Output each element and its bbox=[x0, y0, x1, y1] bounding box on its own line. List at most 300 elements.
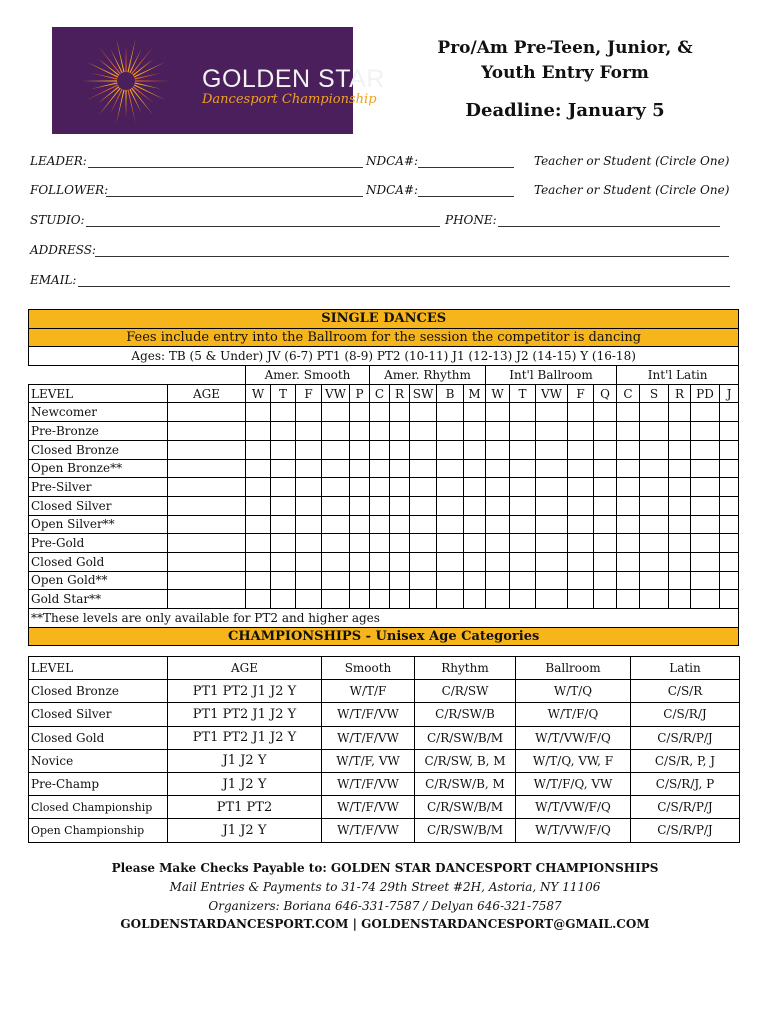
dance-entry-cell[interactable] bbox=[464, 515, 486, 534]
dance-entry-cell[interactable] bbox=[350, 440, 370, 459]
dance-entry-cell[interactable] bbox=[691, 459, 720, 478]
dance-entry-cell[interactable] bbox=[486, 496, 510, 515]
age-entry-cell[interactable] bbox=[168, 571, 246, 590]
dance-entry-cell[interactable] bbox=[568, 590, 594, 609]
dance-entry-cell[interactable] bbox=[390, 478, 410, 497]
dance-entry-cell[interactable] bbox=[640, 440, 669, 459]
leader-ndca-field[interactable] bbox=[418, 167, 514, 168]
champ-rhythm-cell[interactable]: C/R/SW/B/M bbox=[415, 726, 516, 749]
dance-entry-cell[interactable] bbox=[594, 422, 617, 441]
dance-entry-cell[interactable] bbox=[617, 534, 640, 553]
dance-entry-cell[interactable] bbox=[536, 403, 568, 422]
dance-entry-cell[interactable] bbox=[617, 422, 640, 441]
dance-entry-cell[interactable] bbox=[617, 440, 640, 459]
dance-entry-cell[interactable] bbox=[271, 552, 296, 571]
dance-entry-cell[interactable] bbox=[464, 552, 486, 571]
dance-entry-cell[interactable] bbox=[510, 459, 536, 478]
champ-level-cell: Open Championship bbox=[29, 819, 168, 842]
dance-entry-cell[interactable] bbox=[720, 459, 739, 478]
dance-entry-cell[interactable] bbox=[296, 552, 322, 571]
dance-entry-cell[interactable] bbox=[271, 571, 296, 590]
dance-entry-cell[interactable] bbox=[536, 478, 568, 497]
dance-entry-cell[interactable] bbox=[594, 496, 617, 515]
dance-entry-cell[interactable] bbox=[536, 590, 568, 609]
champ-rhythm-cell[interactable]: C/R/SW bbox=[415, 680, 516, 703]
dance-entry-cell[interactable] bbox=[640, 571, 669, 590]
dance-entry-cell[interactable] bbox=[322, 534, 350, 553]
dance-entry-cell[interactable] bbox=[720, 478, 739, 497]
dance-entry-cell[interactable] bbox=[617, 459, 640, 478]
dance-entry-cell[interactable] bbox=[594, 534, 617, 553]
dance-entry-cell[interactable] bbox=[617, 571, 640, 590]
dance-entry-cell[interactable] bbox=[568, 571, 594, 590]
dance-entry-cell[interactable] bbox=[536, 552, 568, 571]
dance-entry-cell[interactable] bbox=[390, 496, 410, 515]
dance-entry-cell[interactable] bbox=[720, 403, 739, 422]
dance-entry-cell[interactable] bbox=[246, 478, 271, 497]
dance-entry-cell[interactable] bbox=[464, 478, 486, 497]
dance-entry-cell[interactable] bbox=[322, 403, 350, 422]
champ-smooth-cell[interactable]: W/T/F/VW bbox=[322, 819, 415, 842]
dance-entry-cell[interactable] bbox=[350, 422, 370, 441]
dance-entry-cell[interactable] bbox=[720, 440, 739, 459]
dance-entry-cell[interactable] bbox=[594, 403, 617, 422]
championship-row bbox=[29, 772, 740, 795]
dance-entry-cell[interactable] bbox=[640, 459, 669, 478]
champ-level-header: LEVEL bbox=[29, 657, 168, 680]
dance-entry-cell[interactable] bbox=[370, 440, 390, 459]
dance-entry-cell[interactable] bbox=[410, 496, 437, 515]
dance-entry-cell[interactable] bbox=[437, 478, 464, 497]
leader-field[interactable] bbox=[88, 167, 363, 168]
dance-entry-cell[interactable] bbox=[691, 534, 720, 553]
dance-entry-cell[interactable] bbox=[594, 515, 617, 534]
dance-entry-cell[interactable] bbox=[640, 422, 669, 441]
dance-entry-cell[interactable] bbox=[536, 440, 568, 459]
dance-entry-cell[interactable] bbox=[437, 440, 464, 459]
dance-entry-cell[interactable] bbox=[296, 534, 322, 553]
champ-smooth-cell[interactable]: W/T/F/VW bbox=[322, 703, 415, 726]
dance-entry-cell[interactable] bbox=[568, 440, 594, 459]
dance-entry-cell[interactable] bbox=[370, 590, 390, 609]
dance-entry-cell[interactable] bbox=[271, 422, 296, 441]
champ-latin-cell[interactable]: C/S/R/P/J bbox=[631, 726, 740, 749]
champ-ballroom-cell[interactable]: W/T/VW/F/Q bbox=[516, 726, 631, 749]
age-entry-cell[interactable] bbox=[168, 496, 246, 515]
dance-entry-cell[interactable] bbox=[536, 459, 568, 478]
dance-entry-cell[interactable] bbox=[640, 478, 669, 497]
dance-entry-cell[interactable] bbox=[669, 590, 691, 609]
dance-entry-cell[interactable] bbox=[271, 534, 296, 553]
dance-entry-cell[interactable] bbox=[350, 478, 370, 497]
dance-entry-cell[interactable] bbox=[246, 422, 271, 441]
dance-entry-cell[interactable] bbox=[640, 515, 669, 534]
champ-ballroom-cell[interactable]: W/T/F/Q bbox=[516, 703, 631, 726]
dance-entry-cell[interactable] bbox=[720, 534, 739, 553]
dance-entry-cell[interactable] bbox=[296, 459, 322, 478]
dance-entry-cell[interactable] bbox=[720, 590, 739, 609]
champ-latin-cell[interactable]: C/S/R, P, J bbox=[631, 749, 740, 772]
champ-age-cell[interactable]: J1 J2 Y bbox=[168, 772, 322, 795]
dance-entry-cell[interactable] bbox=[691, 552, 720, 571]
champ-rhythm-header: Rhythm bbox=[415, 657, 516, 680]
age-entry-cell[interactable] bbox=[168, 422, 246, 441]
dance-entry-cell[interactable] bbox=[390, 552, 410, 571]
dance-entry-cell[interactable] bbox=[410, 422, 437, 441]
dance-entry-cell[interactable] bbox=[390, 515, 410, 534]
championship-row bbox=[29, 680, 740, 703]
dance-entry-cell[interactable] bbox=[536, 496, 568, 515]
dance-entry-cell[interactable] bbox=[486, 422, 510, 441]
age-entry-cell[interactable] bbox=[168, 478, 246, 497]
dance-entry-cell[interactable] bbox=[322, 496, 350, 515]
dance-entry-cell[interactable] bbox=[510, 571, 536, 590]
dance-entry-cell[interactable] bbox=[510, 496, 536, 515]
dance-entry-cell[interactable] bbox=[390, 571, 410, 590]
dance-entry-cell[interactable] bbox=[390, 534, 410, 553]
dance-entry-cell[interactable] bbox=[568, 422, 594, 441]
dance-entry-cell[interactable] bbox=[410, 403, 437, 422]
dance-entry-cell[interactable] bbox=[510, 440, 536, 459]
dance-entry-cell[interactable] bbox=[410, 459, 437, 478]
dance-entry-cell[interactable] bbox=[691, 496, 720, 515]
dance-entry-cell[interactable] bbox=[669, 496, 691, 515]
dance-entry-cell[interactable] bbox=[617, 515, 640, 534]
dance-entry-cell[interactable] bbox=[271, 496, 296, 515]
dance-entry-cell[interactable] bbox=[370, 534, 390, 553]
dance-entry-cell[interactable] bbox=[594, 440, 617, 459]
age-entry-cell[interactable] bbox=[168, 515, 246, 534]
dance-entry-cell[interactable] bbox=[594, 552, 617, 571]
champ-rhythm-cell[interactable]: C/R/SW/B, M bbox=[415, 772, 516, 795]
dance-entry-cell[interactable] bbox=[464, 459, 486, 478]
dance-entry-cell[interactable] bbox=[246, 403, 271, 422]
dance-header: R bbox=[669, 384, 691, 403]
dance-entry-cell[interactable] bbox=[617, 590, 640, 609]
dance-entry-cell[interactable] bbox=[410, 534, 437, 553]
age-entry-cell[interactable] bbox=[168, 440, 246, 459]
dance-entry-cell[interactable] bbox=[322, 422, 350, 441]
champ-ballroom-cell[interactable]: W/T/Q, VW, F bbox=[516, 749, 631, 772]
dance-entry-cell[interactable] bbox=[322, 459, 350, 478]
dance-entry-cell[interactable] bbox=[437, 552, 464, 571]
logo-name: GOLDEN STAR bbox=[202, 65, 385, 93]
dance-entry-cell[interactable] bbox=[296, 590, 322, 609]
dance-entry-cell[interactable] bbox=[510, 590, 536, 609]
dance-entry-cell[interactable] bbox=[350, 571, 370, 590]
dance-entry-cell[interactable] bbox=[568, 478, 594, 497]
dance-entry-cell[interactable] bbox=[437, 571, 464, 590]
dance-entry-cell[interactable] bbox=[350, 534, 370, 553]
dance-entry-cell[interactable] bbox=[669, 515, 691, 534]
dance-header: S bbox=[640, 384, 669, 403]
dance-entry-cell[interactable] bbox=[640, 496, 669, 515]
dance-entry-cell[interactable] bbox=[322, 571, 350, 590]
dance-entry-cell[interactable] bbox=[296, 440, 322, 459]
dance-entry-cell[interactable] bbox=[350, 515, 370, 534]
dance-entry-cell[interactable] bbox=[669, 552, 691, 571]
dance-entry-cell[interactable] bbox=[486, 403, 510, 422]
dance-entry-cell[interactable] bbox=[594, 571, 617, 590]
dance-entry-cell[interactable] bbox=[669, 440, 691, 459]
champ-latin-cell[interactable]: C/S/R/J, P bbox=[631, 772, 740, 795]
dance-entry-cell[interactable] bbox=[437, 496, 464, 515]
dance-entry-cell[interactable] bbox=[510, 422, 536, 441]
dance-entry-cell[interactable] bbox=[271, 440, 296, 459]
dance-entry-cell[interactable] bbox=[464, 403, 486, 422]
championship-row bbox=[29, 819, 740, 842]
dance-entry-cell[interactable] bbox=[410, 552, 437, 571]
dance-entry-cell[interactable] bbox=[390, 440, 410, 459]
dance-entry-cell[interactable] bbox=[669, 403, 691, 422]
dance-entry-cell[interactable] bbox=[246, 590, 271, 609]
follower-role-choice[interactable]: Teacher or Student (Circle One) bbox=[534, 183, 730, 197]
dance-entry-cell[interactable] bbox=[410, 440, 437, 459]
dance-entry-cell[interactable] bbox=[691, 515, 720, 534]
dance-entry-cell[interactable] bbox=[390, 403, 410, 422]
dance-entry-cell[interactable] bbox=[437, 515, 464, 534]
age-header: AGE bbox=[168, 384, 246, 403]
dance-entry-cell[interactable] bbox=[669, 534, 691, 553]
champ-rhythm-cell[interactable]: C/R/SW/B bbox=[415, 703, 516, 726]
dance-entry-cell[interactable] bbox=[536, 534, 568, 553]
champ-age-cell[interactable]: PT1 PT2 bbox=[168, 796, 322, 819]
dance-entry-cell[interactable] bbox=[720, 552, 739, 571]
dance-entry-cell[interactable] bbox=[720, 571, 739, 590]
dance-entry-cell[interactable] bbox=[669, 478, 691, 497]
dance-entry-cell[interactable] bbox=[437, 459, 464, 478]
dance-entry-cell[interactable] bbox=[510, 478, 536, 497]
footer-checks: Please Make Checks Payable to: GOLDEN STAR DANCESPORT CHAMPIONSHIPS bbox=[111, 861, 659, 875]
champ-smooth-cell[interactable]: W/T/F/VW bbox=[322, 726, 415, 749]
dance-entry-cell[interactable] bbox=[296, 515, 322, 534]
dance-entry-cell[interactable] bbox=[322, 440, 350, 459]
champ-age-cell[interactable]: J1 J2 Y bbox=[168, 749, 322, 772]
level-row bbox=[29, 459, 739, 478]
dance-entry-cell[interactable] bbox=[486, 478, 510, 497]
dance-entry-cell[interactable] bbox=[617, 552, 640, 571]
dance-entry-cell[interactable] bbox=[720, 496, 739, 515]
dance-entry-cell[interactable] bbox=[617, 496, 640, 515]
champ-latin-cell[interactable]: C/S/R/P/J bbox=[631, 796, 740, 819]
level-name: Pre-Silver bbox=[29, 478, 168, 497]
champ-age-cell[interactable]: PT1 PT2 J1 J2 Y bbox=[168, 726, 322, 749]
dance-header: Q bbox=[594, 384, 617, 403]
dance-entry-cell[interactable] bbox=[464, 496, 486, 515]
dance-entry-cell[interactable] bbox=[410, 590, 437, 609]
dance-entry-cell[interactable] bbox=[486, 552, 510, 571]
dance-entry-cell[interactable] bbox=[370, 515, 390, 534]
champ-smooth-cell[interactable]: W/T/F/VW bbox=[322, 796, 415, 819]
dance-entry-cell[interactable] bbox=[669, 422, 691, 441]
dance-entry-cell[interactable] bbox=[350, 590, 370, 609]
dance-entry-cell[interactable] bbox=[669, 459, 691, 478]
dance-entry-cell[interactable] bbox=[370, 571, 390, 590]
dance-entry-cell[interactable] bbox=[464, 571, 486, 590]
dance-entry-cell[interactable] bbox=[464, 440, 486, 459]
dance-entry-cell[interactable] bbox=[510, 403, 536, 422]
dance-entry-cell[interactable] bbox=[720, 422, 739, 441]
dance-entry-cell[interactable] bbox=[322, 515, 350, 534]
dance-entry-cell[interactable] bbox=[691, 571, 720, 590]
dance-entry-cell[interactable] bbox=[296, 571, 322, 590]
dance-entry-cell[interactable] bbox=[464, 590, 486, 609]
champ-smooth-cell[interactable]: W/T/F/VW bbox=[322, 772, 415, 795]
dance-entry-cell[interactable] bbox=[390, 590, 410, 609]
dance-entry-cell[interactable] bbox=[464, 422, 486, 441]
dance-entry-cell[interactable] bbox=[246, 571, 271, 590]
phone-field[interactable] bbox=[498, 226, 720, 227]
dance-entry-cell[interactable] bbox=[322, 478, 350, 497]
dance-entry-cell[interactable] bbox=[246, 552, 271, 571]
dance-entry-cell[interactable] bbox=[568, 534, 594, 553]
dance-entry-cell[interactable] bbox=[271, 403, 296, 422]
dance-entry-cell[interactable] bbox=[322, 590, 350, 609]
dance-entry-cell[interactable] bbox=[486, 590, 510, 609]
follower-field[interactable] bbox=[106, 196, 363, 197]
dance-header: J bbox=[720, 384, 739, 403]
dance-entry-cell[interactable] bbox=[486, 571, 510, 590]
dance-entry-cell[interactable] bbox=[691, 422, 720, 441]
leader-role-choice[interactable]: Teacher or Student (Circle One) bbox=[534, 154, 730, 168]
dance-entry-cell[interactable] bbox=[536, 571, 568, 590]
dance-entry-cell[interactable] bbox=[246, 440, 271, 459]
champ-latin-cell[interactable]: C/S/R/P/J bbox=[631, 819, 740, 842]
dance-entry-cell[interactable] bbox=[669, 571, 691, 590]
dance-entry-cell[interactable] bbox=[296, 403, 322, 422]
champ-latin-cell[interactable]: C/S/R/J bbox=[631, 703, 740, 726]
dance-entry-cell[interactable] bbox=[437, 590, 464, 609]
dance-entry-cell[interactable] bbox=[640, 552, 669, 571]
dance-entry-cell[interactable] bbox=[464, 534, 486, 553]
dance-entry-cell[interactable] bbox=[271, 459, 296, 478]
dance-entry-cell[interactable] bbox=[370, 459, 390, 478]
dance-entry-cell[interactable] bbox=[617, 478, 640, 497]
address-field[interactable] bbox=[95, 256, 729, 257]
dance-entry-cell[interactable] bbox=[410, 515, 437, 534]
dance-entry-cell[interactable] bbox=[322, 552, 350, 571]
dance-entry-cell[interactable] bbox=[437, 403, 464, 422]
dance-entry-cell[interactable] bbox=[410, 478, 437, 497]
dance-entry-cell[interactable] bbox=[691, 478, 720, 497]
dance-entry-cell[interactable] bbox=[691, 590, 720, 609]
dance-entry-cell[interactable] bbox=[271, 590, 296, 609]
dance-entry-cell[interactable] bbox=[510, 515, 536, 534]
champ-age-cell[interactable]: PT1 PT2 J1 J2 Y bbox=[168, 703, 322, 726]
group-intl-latin: Int'l Latin bbox=[617, 366, 739, 385]
dance-entry-cell[interactable] bbox=[720, 515, 739, 534]
dance-entry-cell[interactable] bbox=[486, 440, 510, 459]
dance-entry-cell[interactable] bbox=[296, 478, 322, 497]
dance-entry-cell[interactable] bbox=[568, 515, 594, 534]
dance-entry-cell[interactable] bbox=[437, 422, 464, 441]
champ-level-cell: Pre-Champ bbox=[29, 772, 168, 795]
champ-ballroom-cell[interactable]: W/T/Q bbox=[516, 680, 631, 703]
dance-entry-cell[interactable] bbox=[350, 496, 370, 515]
dance-entry-cell[interactable] bbox=[568, 496, 594, 515]
dance-entry-cell[interactable] bbox=[296, 422, 322, 441]
age-entry-cell[interactable] bbox=[168, 534, 246, 553]
champ-rhythm-cell[interactable]: C/R/SW/B/M bbox=[415, 819, 516, 842]
dance-entry-cell[interactable] bbox=[640, 403, 669, 422]
dance-entry-cell[interactable] bbox=[486, 515, 510, 534]
dance-entry-cell[interactable] bbox=[296, 496, 322, 515]
champ-smooth-cell[interactable]: W/T/F, VW bbox=[322, 749, 415, 772]
dance-entry-cell[interactable] bbox=[568, 403, 594, 422]
dance-entry-cell[interactable] bbox=[390, 422, 410, 441]
dance-entry-cell[interactable] bbox=[370, 552, 390, 571]
level-name: Open Silver** bbox=[29, 515, 168, 534]
dance-entry-cell[interactable] bbox=[640, 534, 669, 553]
dance-header: VW bbox=[536, 384, 568, 403]
champ-ballroom-cell[interactable]: W/T/VW/F/Q bbox=[516, 796, 631, 819]
dance-entry-cell[interactable] bbox=[510, 534, 536, 553]
champ-age-cell[interactable]: J1 J2 Y bbox=[168, 819, 322, 842]
dance-entry-cell[interactable] bbox=[594, 590, 617, 609]
dance-entry-cell[interactable] bbox=[410, 571, 437, 590]
dance-entry-cell[interactable] bbox=[536, 422, 568, 441]
dance-entry-cell[interactable] bbox=[370, 496, 390, 515]
dance-entry-cell[interactable] bbox=[246, 459, 271, 478]
dance-header: W bbox=[486, 384, 510, 403]
email-field[interactable] bbox=[78, 286, 730, 287]
champ-smooth-cell[interactable]: W/T/F bbox=[322, 680, 415, 703]
dance-entry-cell[interactable] bbox=[691, 403, 720, 422]
dance-entry-cell[interactable] bbox=[437, 534, 464, 553]
dance-entry-cell[interactable] bbox=[271, 515, 296, 534]
dance-entry-cell[interactable] bbox=[510, 552, 536, 571]
dance-entry-cell[interactable] bbox=[271, 478, 296, 497]
dance-entry-cell[interactable] bbox=[691, 440, 720, 459]
dance-entry-cell[interactable] bbox=[568, 552, 594, 571]
dance-entry-cell[interactable] bbox=[350, 552, 370, 571]
champ-rhythm-cell[interactable]: C/R/SW, B, M bbox=[415, 749, 516, 772]
dance-entry-cell[interactable] bbox=[568, 459, 594, 478]
dance-entry-cell[interactable] bbox=[640, 590, 669, 609]
dance-entry-cell[interactable] bbox=[536, 515, 568, 534]
dance-entry-cell[interactable] bbox=[350, 403, 370, 422]
level-name: Gold Star** bbox=[29, 590, 168, 609]
age-entry-cell[interactable] bbox=[168, 552, 246, 571]
studio-field[interactable] bbox=[86, 226, 440, 227]
champ-ballroom-cell[interactable]: W/T/F/Q, VW bbox=[516, 772, 631, 795]
dance-entry-cell[interactable] bbox=[350, 459, 370, 478]
dance-entry-cell[interactable] bbox=[370, 478, 390, 497]
dance-entry-cell[interactable] bbox=[594, 459, 617, 478]
dance-header: SW bbox=[410, 384, 437, 403]
dance-entry-cell[interactable] bbox=[390, 459, 410, 478]
dance-entry-cell[interactable] bbox=[370, 403, 390, 422]
champ-rhythm-cell[interactable]: C/R/SW/B/M bbox=[415, 796, 516, 819]
dance-entry-cell[interactable] bbox=[486, 459, 510, 478]
dance-entry-cell[interactable] bbox=[246, 534, 271, 553]
dance-entry-cell[interactable] bbox=[246, 496, 271, 515]
champ-latin-cell[interactable]: C/S/R bbox=[631, 680, 740, 703]
champ-ballroom-cell[interactable]: W/T/VW/F/Q bbox=[516, 819, 631, 842]
champ-age-cell[interactable]: PT1 PT2 J1 J2 Y bbox=[168, 680, 322, 703]
sunburst-icon bbox=[52, 27, 202, 134]
dance-entry-cell[interactable] bbox=[246, 515, 271, 534]
dance-entry-cell[interactable] bbox=[617, 403, 640, 422]
age-entry-cell[interactable] bbox=[168, 459, 246, 478]
age-entry-cell[interactable] bbox=[168, 590, 246, 609]
dance-entry-cell[interactable] bbox=[486, 534, 510, 553]
dance-entry-cell[interactable] bbox=[370, 422, 390, 441]
dance-entry-cell[interactable] bbox=[594, 478, 617, 497]
age-entry-cell[interactable] bbox=[168, 403, 246, 422]
level-row bbox=[29, 422, 739, 441]
follower-ndca-field[interactable] bbox=[418, 196, 514, 197]
